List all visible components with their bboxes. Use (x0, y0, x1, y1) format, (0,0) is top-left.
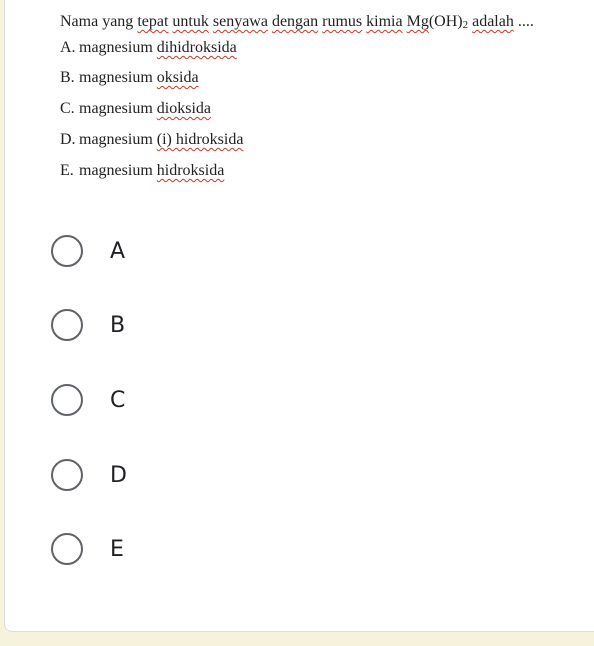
spellcheck-word: dioksida (156, 100, 211, 117)
option-e[interactable] (51, 529, 351, 569)
choice-plain: magnesium (79, 69, 157, 86)
choice-text-d (60, 130, 243, 150)
spellcheck-word: dihidroksida (156, 39, 237, 56)
spellcheck-word: dengan (271, 13, 319, 30)
option-label: E (110, 536, 124, 562)
question-part: Nama yang (60, 13, 138, 30)
spellcheck-word: (i) hidroksida (156, 131, 244, 148)
spellcheck-word: untuk (172, 13, 209, 30)
choice-plain: magnesium (79, 162, 157, 179)
radio-button-d[interactable] (51, 459, 83, 491)
question-ellipsis: .... (513, 13, 534, 30)
spellcheck-word: oksida (156, 69, 199, 86)
choice-letter: E. (60, 162, 74, 179)
radio-button-e[interactable] (51, 533, 83, 565)
spellcheck-word: senyawa (212, 13, 268, 30)
option-label: A (110, 238, 126, 264)
question-text (60, 10, 594, 37)
radio-button-a[interactable] (51, 235, 83, 267)
spellcheck-word: adalah (472, 13, 514, 30)
spellcheck-word: Mg (406, 13, 429, 30)
option-c[interactable] (51, 380, 351, 420)
choice-text-b (60, 68, 199, 88)
choice-text-e (60, 161, 224, 181)
choice-letter: D. (60, 131, 76, 148)
option-label: B (110, 312, 126, 338)
option-label: C (110, 387, 126, 413)
choice-text-c (60, 99, 211, 119)
option-d[interactable] (51, 455, 351, 495)
choice-plain: magnesium (79, 39, 157, 56)
spellcheck-word: rumus (322, 13, 363, 30)
choice-text-a (60, 38, 237, 58)
spellcheck-word: kimia (366, 13, 403, 30)
formula-text: (OH) (428, 13, 463, 30)
choice-letter: C. (60, 100, 75, 117)
radio-button-c[interactable] (51, 384, 83, 416)
spellcheck-word: tepat (137, 13, 169, 30)
choice-plain: magnesium (79, 131, 157, 148)
spellcheck-word: hidroksida (156, 162, 225, 179)
radio-button-b[interactable] (51, 309, 83, 341)
choice-letter: A. (60, 39, 76, 56)
question-card (4, 0, 594, 632)
option-b[interactable] (51, 305, 351, 345)
option-label: D (110, 462, 127, 488)
choice-letter: B. (60, 69, 75, 86)
formula-subscript: 2 (462, 19, 469, 31)
option-a[interactable] (51, 231, 351, 271)
choice-plain: magnesium (79, 100, 157, 117)
